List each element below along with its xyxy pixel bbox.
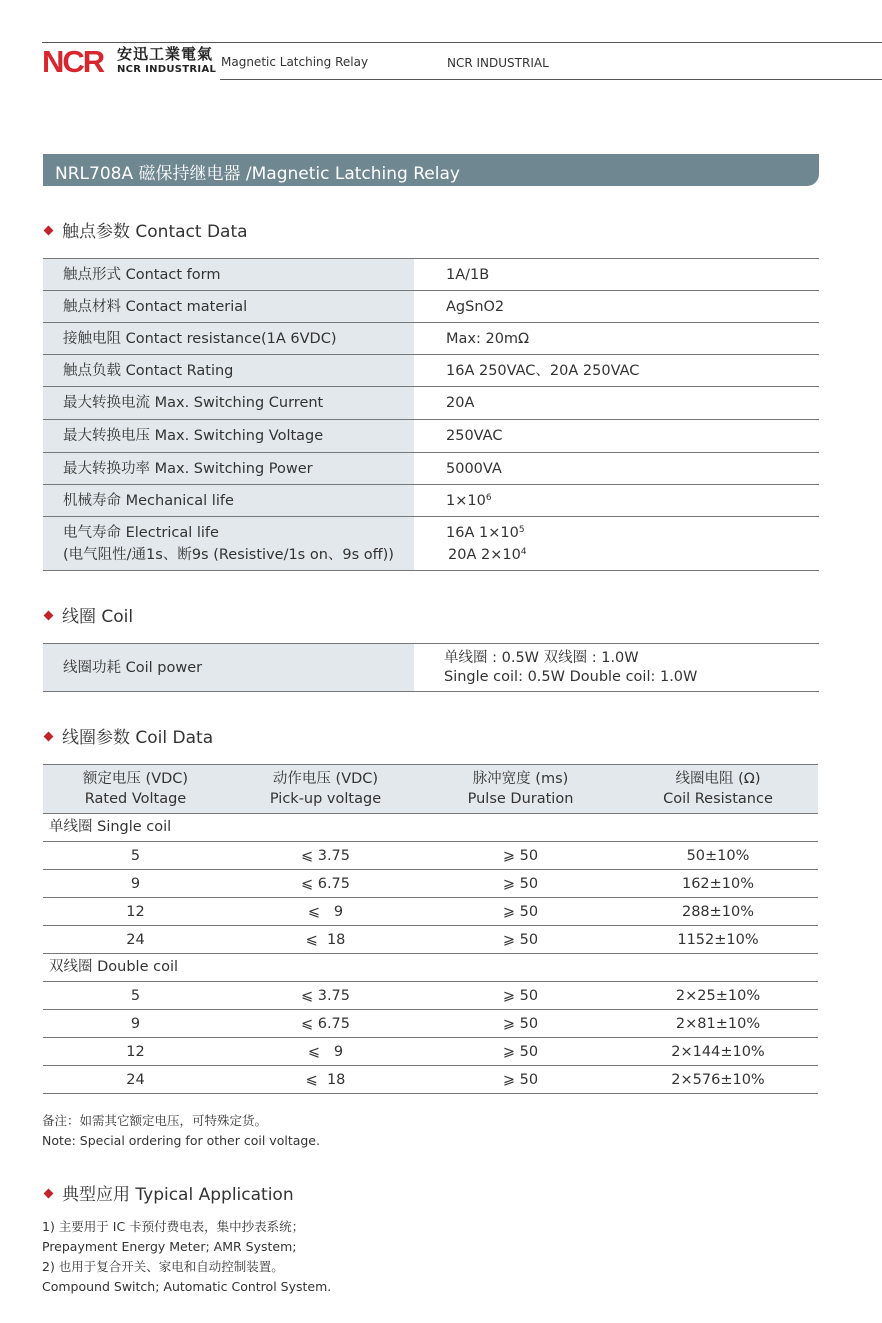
table-cell: ⩾ 50 [502, 1043, 539, 1060]
contact-key: 触点材料 Contact material [43, 291, 414, 322]
application-line: Compound Switch; Automatic Control System. [42, 1279, 332, 1294]
table-group-label: 双线圈 Double coil [43, 954, 818, 982]
application-line: 1) 主要用于 IC 卡预付费电表，集中抄表系统； [42, 1219, 305, 1234]
table-cell: ⩾ 50 [502, 1015, 539, 1032]
electrical-life-key-line2: (电气阻性/通1s、断9s (Resistive/1s on、9s off)) [63, 546, 394, 563]
table-cell: 9 [130, 1015, 141, 1032]
coil-power-key: 线圈功耗 Coil power [43, 644, 414, 691]
column-header-cn: 额定电压 (VDC) [82, 771, 189, 787]
table-cell: 288±10% [681, 903, 755, 920]
column-header-cn: 动作电压 (VDC) [272, 771, 379, 787]
table-cell: 24 [126, 931, 145, 948]
value-base: 20A 2×10 [448, 546, 521, 563]
value-exponent: 4 [520, 546, 527, 557]
table-row [43, 484, 819, 516]
contact-key: 最大转换电流 Max. Switching Current [43, 387, 414, 419]
section-heading-application [43, 1180, 294, 1205]
application-line: Prepayment Energy Meter; AMR System; [42, 1239, 297, 1254]
section-heading-coil [43, 602, 133, 627]
value-base: 1×10 [446, 492, 486, 509]
table-row [43, 842, 818, 870]
electrical-life-value-line1 [446, 522, 819, 544]
contact-value [414, 485, 819, 516]
table-cell: ⩾ 50 [502, 847, 539, 864]
table-row [43, 926, 818, 954]
table-cell: 1152±10% [677, 931, 759, 948]
value-exponent: 6 [485, 492, 492, 503]
value-exponent: 5 [518, 524, 525, 535]
contact-value: 1A/1B [446, 266, 490, 283]
application-line: 2) 也用于复合开关、家电和自动控制装置。 [42, 1259, 284, 1274]
table-row [43, 322, 819, 354]
contact-value: Max: 20mΩ [446, 330, 530, 347]
table-cell: 50±10% [686, 847, 750, 864]
table-group-label: 单线圈 Single coil [43, 814, 818, 842]
electrical-life-value [414, 517, 819, 570]
table-row [43, 516, 819, 571]
table-cell: ⩾ 50 [502, 931, 539, 948]
coil-power-value-cn: 单线圈 : 0.5W 双线圈 : 1.0W [444, 649, 639, 666]
table-row [43, 419, 819, 452]
table-cell: 12 [126, 1043, 145, 1060]
table-cell: 2×25±10% [675, 987, 761, 1004]
table-cell: 2×576±10% [671, 1071, 765, 1088]
contact-value: 20A [446, 395, 475, 411]
table-cell: ⩽ 3.75 [300, 847, 351, 864]
table-cell: 5 [130, 847, 141, 864]
page-title: NRL708A 磁保持继电器 /Magnetic Latching Relay [55, 164, 460, 184]
electrical-life-key [43, 517, 414, 570]
column-header-cn: 线圈电阻 (Ω) [675, 771, 761, 787]
column-header [228, 765, 423, 813]
table-row [43, 354, 819, 386]
contact-key: 触点负载 Contact Rating [43, 355, 414, 386]
column-header [43, 765, 228, 813]
table-row [43, 643, 819, 692]
contact-key: 最大转换功率 Max. Switching Power [43, 453, 414, 484]
table-row [43, 982, 818, 1010]
table-cell: ⩽ 3.75 [300, 987, 351, 1004]
diamond-bullet-icon [44, 1189, 54, 1199]
contact-value: 250VAC [446, 428, 503, 444]
diamond-bullet-icon [44, 732, 54, 742]
section-heading-contact [43, 217, 248, 242]
header-rule-top [42, 42, 882, 43]
table-cell: ⩽ 9 [307, 1043, 344, 1060]
coil-table [43, 643, 819, 692]
contact-value: 16A 250VAC、20A 250VAC [446, 362, 640, 379]
logo-icon: NCR [42, 44, 104, 79]
section-heading-text: 触点参数 Contact Data [62, 222, 248, 242]
diamond-bullet-icon [44, 611, 54, 621]
value-base: 16A 1×10 [446, 524, 519, 541]
table-row [43, 1066, 818, 1094]
table-cell: 2×81±10% [675, 1015, 761, 1032]
column-header-en: Rated Voltage [84, 791, 187, 807]
header-rule-bottom [220, 79, 882, 80]
title-bar [43, 154, 819, 186]
header-product-name: Magnetic Latching Relay [221, 55, 369, 69]
table-cell: ⩽ 18 [305, 931, 346, 948]
contact-value-line [446, 491, 819, 511]
column-header [618, 765, 818, 813]
table-cell: ⩾ 50 [502, 875, 539, 892]
table-row [43, 258, 819, 290]
table-row [43, 386, 819, 419]
table-cell: ⩾ 50 [502, 987, 539, 1004]
table-cell: ⩾ 50 [502, 903, 539, 920]
table-row [43, 1038, 818, 1066]
header-company-name: NCR INDUSTRIAL [447, 56, 549, 70]
table-cell: ⩾ 50 [502, 1071, 539, 1088]
table-cell: 12 [126, 903, 145, 920]
section-heading-coil-data [43, 723, 213, 748]
column-header-cn: 脉冲宽度 (ms) [472, 771, 569, 787]
table-row [43, 1010, 818, 1038]
column-header [423, 765, 618, 813]
contact-table [43, 258, 819, 571]
table-cell: 24 [126, 1071, 145, 1088]
table-row [43, 870, 818, 898]
contact-key: 机械寿命 Mechanical life [43, 485, 414, 516]
electrical-life-key-line1: 电气寿命 Electrical life [63, 524, 219, 541]
table-header-row [43, 764, 818, 814]
contact-key: 接触电阻 Contact resistance(1A 6VDC) [43, 323, 414, 354]
table-row [43, 898, 818, 926]
electrical-life-value-line2 [446, 544, 819, 566]
table-cell: ⩽ 9 [307, 903, 344, 920]
table-cell: ⩽ 18 [305, 1071, 346, 1088]
table-cell: ⩽ 6.75 [300, 875, 351, 892]
table-cell: 5 [130, 987, 141, 1004]
diamond-bullet-icon [44, 226, 54, 236]
section-heading-text: 线圈参数 Coil Data [62, 728, 214, 748]
section-heading-text: 线圈 Coil [62, 607, 134, 627]
note-cn: 备注：如需其它额定电压，可特殊定货。 [42, 1113, 268, 1128]
contact-value: AgSnO2 [446, 298, 505, 315]
table-cell: 9 [130, 875, 141, 892]
contact-value: 5000VA [446, 460, 502, 477]
column-header-en: Pick-up voltage [269, 791, 382, 807]
contact-key: 最大转换电压 Max. Switching Voltage [43, 420, 414, 452]
note-en: Note: Special ordering for other coil voltage. [42, 1133, 320, 1148]
table-cell: ⩽ 6.75 [300, 1015, 351, 1032]
table-row [43, 452, 819, 484]
logo-en-text: NCR INDUSTRIAL [117, 64, 217, 75]
coil-data-table [43, 764, 818, 1094]
coil-power-value-en: Single coil: 0.5W Double coil: 1.0W [444, 668, 698, 685]
contact-key: 触点形式 Contact form [43, 259, 414, 290]
table-row [43, 290, 819, 322]
section-heading-text: 典型应用 Typical Application [62, 1185, 294, 1205]
column-header-en: Pulse Duration [467, 791, 574, 807]
coil-power-value [414, 644, 819, 691]
table-cell: 2×144±10% [671, 1043, 765, 1060]
logo-cn-text: 安迅工業電氣 [117, 45, 214, 63]
table-cell: 162±10% [681, 875, 755, 892]
column-header-en: Coil Resistance [663, 791, 773, 807]
